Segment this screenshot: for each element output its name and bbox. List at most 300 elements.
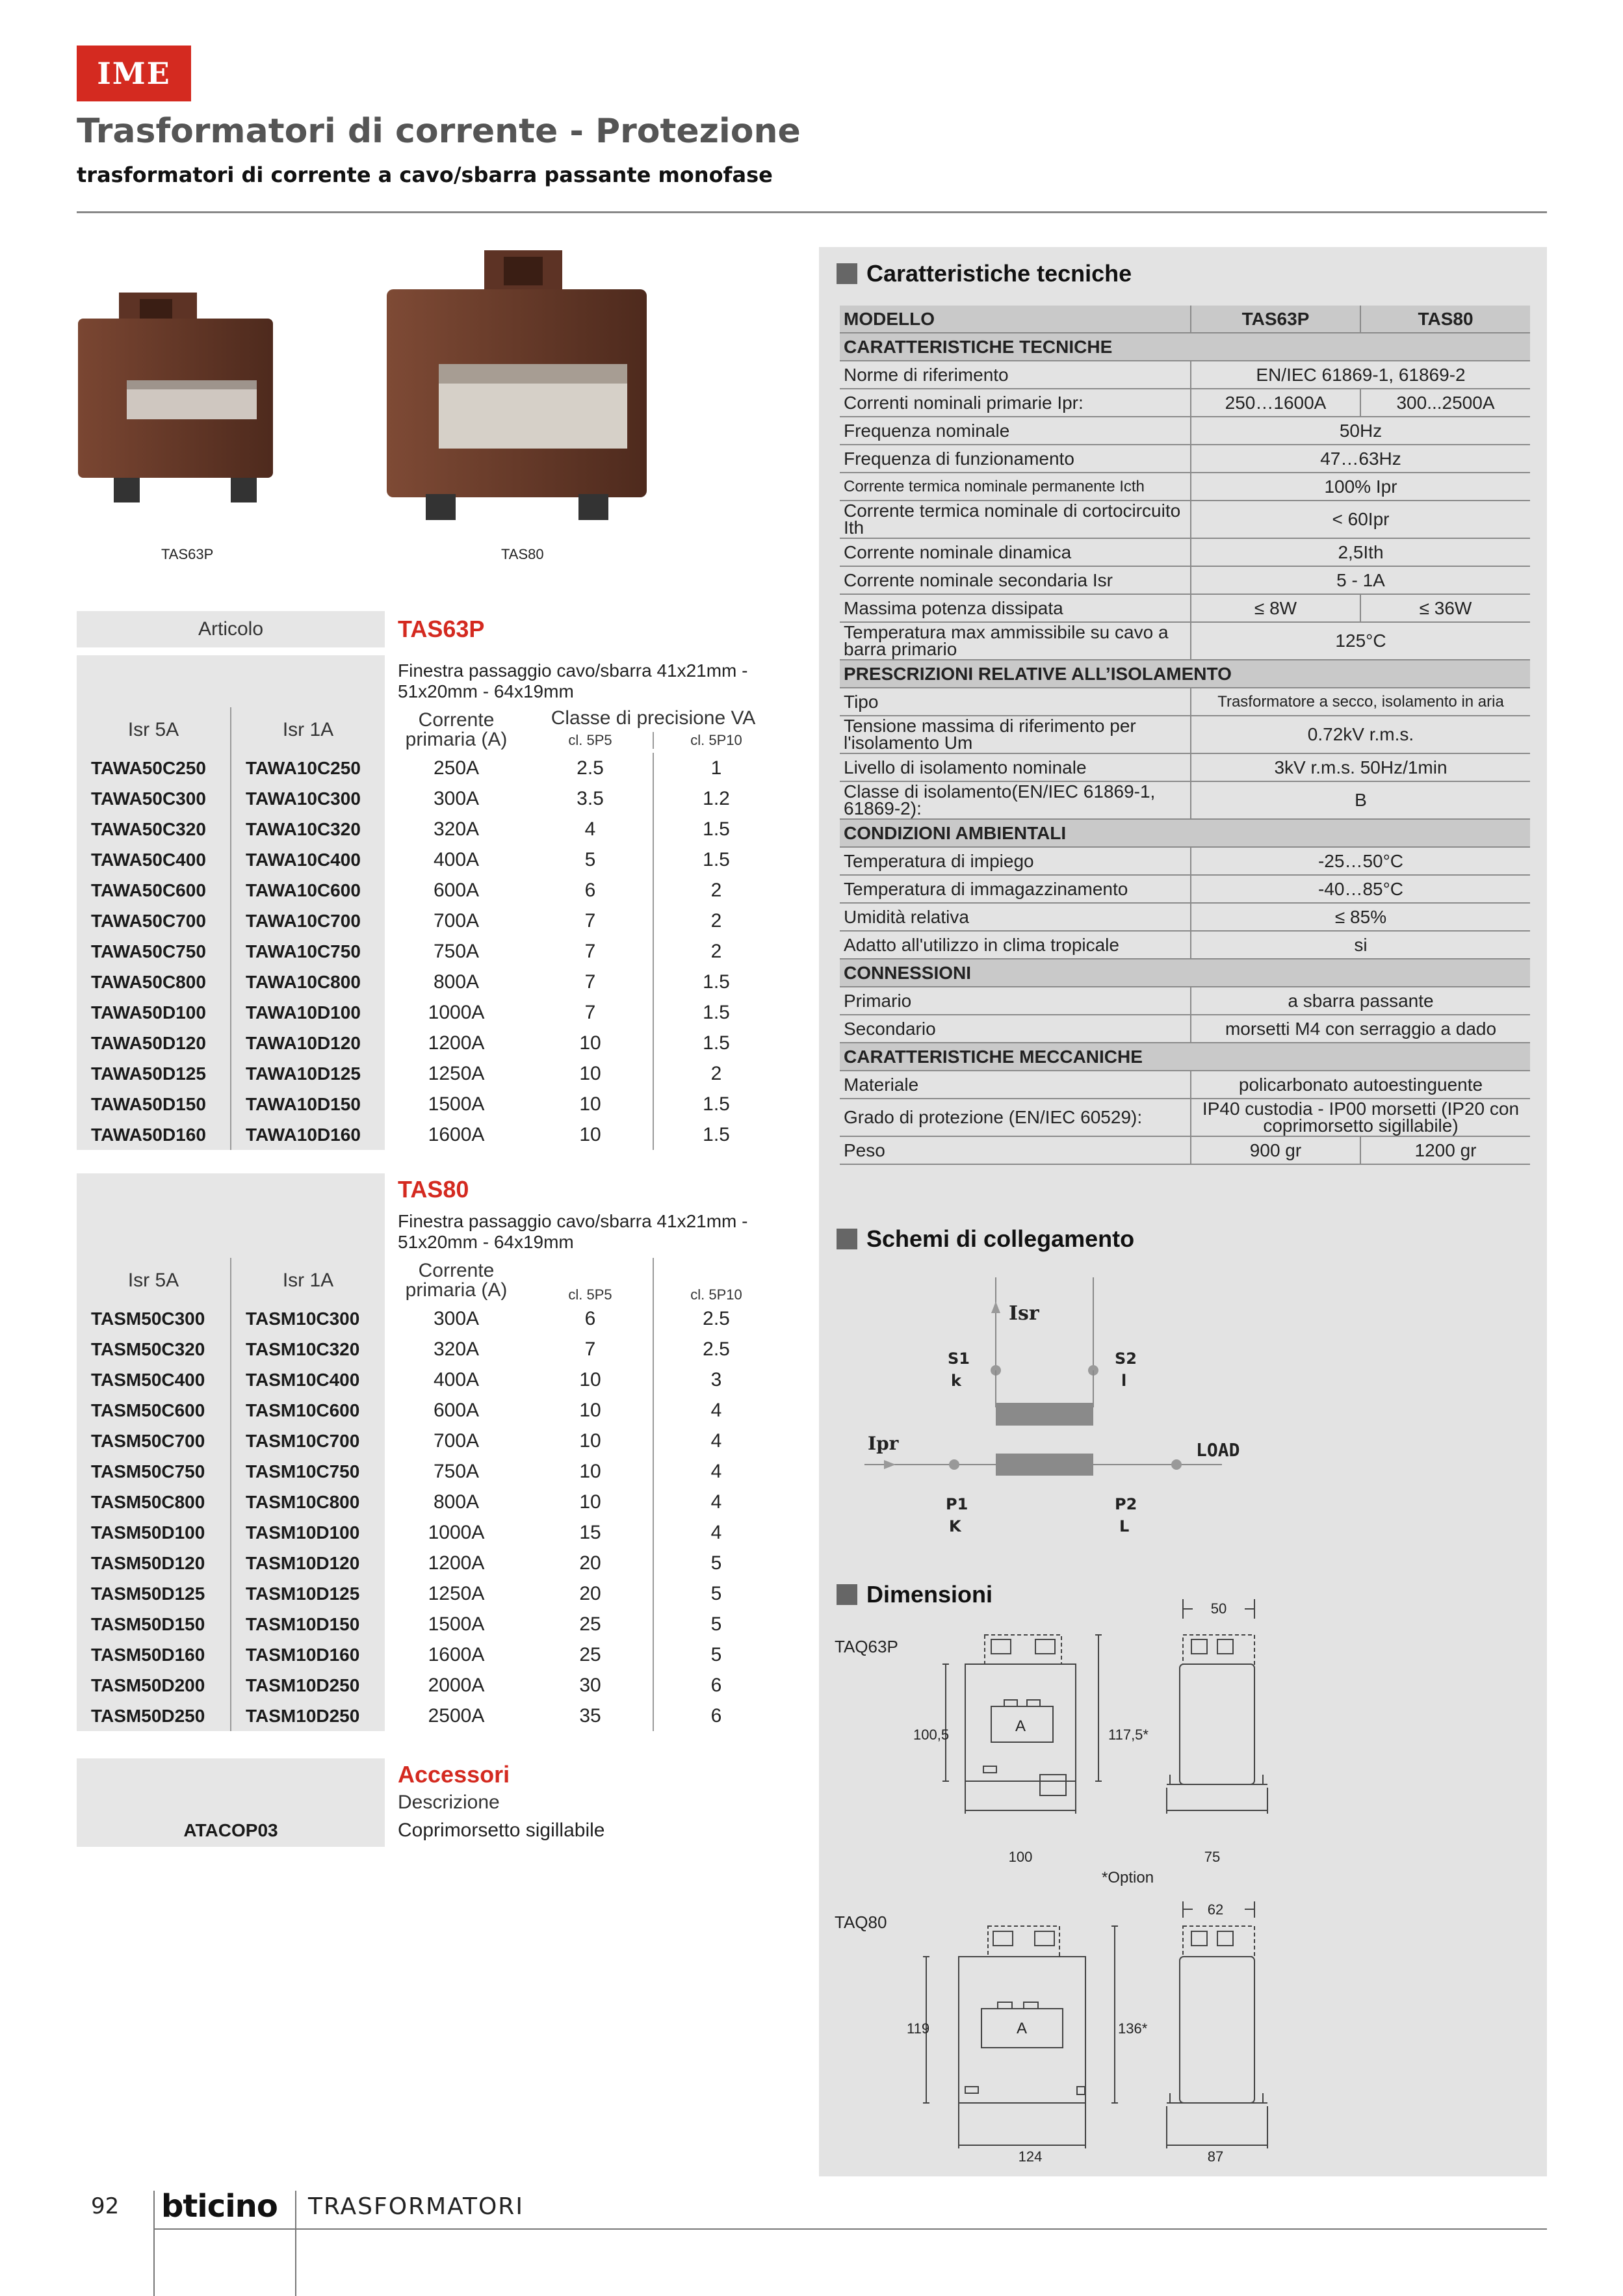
l-small-label: l bbox=[1121, 1372, 1127, 1390]
spec-label: Frequenza nominale bbox=[840, 417, 1191, 445]
code-isr5: TAWA50C700 bbox=[77, 906, 231, 936]
cl-5p5-value: 4 bbox=[584, 818, 596, 840]
code-isr5: TASM50D160 bbox=[77, 1639, 231, 1670]
spec-value: < 60Ipr bbox=[1191, 501, 1530, 538]
code-isr5: TASM50C750 bbox=[77, 1456, 231, 1487]
spec-row bbox=[840, 931, 1530, 959]
code-isr1: TASM10D120 bbox=[231, 1548, 385, 1578]
spec-value: -25…50°C bbox=[1191, 847, 1530, 875]
ipr-label: Ipr bbox=[868, 1433, 899, 1454]
code-isr5: TASM50C320 bbox=[77, 1334, 231, 1364]
cl-5p10-value: 2.5 bbox=[653, 1303, 779, 1334]
cl-5p5-value: 10 bbox=[579, 1062, 601, 1084]
table-row bbox=[77, 1609, 779, 1639]
spec-value: 100% Ipr bbox=[1191, 473, 1530, 501]
code-isr1: TAWA10D100 bbox=[231, 997, 385, 1028]
spec-section-label: CONNESSIONI bbox=[840, 959, 1530, 987]
bticino-logo: bticino bbox=[161, 2188, 278, 2224]
tas63p-window: Finestra passaggio cavo/sbarra 41x21mm - 51x20mm - 64x19mm bbox=[398, 660, 748, 701]
spec-value: 47…63Hz bbox=[1191, 445, 1530, 473]
cl-5p5-value: 10 bbox=[579, 1491, 601, 1513]
code-isr5: TAWA50C250 bbox=[77, 753, 231, 783]
spec-value: 50Hz bbox=[1191, 417, 1530, 445]
width-label: 124 bbox=[1018, 2148, 1043, 2165]
spec-label: Umidità relativa bbox=[840, 903, 1191, 931]
footer-rule bbox=[153, 2228, 1547, 2230]
spec-value-tas80: 1200 gr bbox=[1360, 1136, 1530, 1164]
spec-value: Trasformatore a secco, isolamento in aria bbox=[1191, 688, 1530, 716]
cl-5p5-value: 7 bbox=[584, 1001, 596, 1023]
col-isr5: Isr 5A bbox=[77, 1258, 231, 1303]
cl-5p5-value: 7 bbox=[584, 971, 596, 993]
spec-section-row bbox=[840, 819, 1530, 847]
cl-5p10-value: 1.5 bbox=[653, 997, 779, 1028]
spec-value: ≤ 85% bbox=[1191, 903, 1530, 931]
taq80-label: TAQ80 bbox=[835, 1912, 887, 1932]
corrente-value: 600A bbox=[433, 1399, 480, 1421]
corrente-value: 1600A bbox=[428, 1123, 485, 1145]
spec-label: Livello di isolamento nominale bbox=[840, 753, 1191, 781]
table-row bbox=[77, 1119, 779, 1150]
spec-value: 5 - 1A bbox=[1191, 566, 1530, 594]
taq63p-drawing bbox=[907, 1586, 1284, 1872]
code-isr1: TASM10C750 bbox=[231, 1456, 385, 1487]
table-row bbox=[77, 906, 779, 936]
spec-value: policarbonato autoestinguente bbox=[1191, 1071, 1530, 1099]
code-isr1: TASM10D100 bbox=[231, 1517, 385, 1548]
spec-row bbox=[840, 361, 1530, 389]
spec-label: Temperatura max ammissibile su cavo a barra primario bbox=[840, 622, 1191, 660]
code-isr1: TAWA10D150 bbox=[231, 1089, 385, 1119]
spec-value: EN/IEC 61869-1, 61869-2 bbox=[1191, 361, 1530, 389]
square-bullet-icon bbox=[837, 263, 857, 284]
cl-5p5-value: 7 bbox=[584, 1338, 596, 1360]
spec-label: Peso bbox=[840, 1136, 1191, 1164]
height-label: 100,5 bbox=[913, 1727, 950, 1743]
spec-value: 0.72kV r.m.s. bbox=[1191, 716, 1530, 753]
code-isr5: TAWA50C750 bbox=[77, 936, 231, 967]
corrente-value: 2000A bbox=[428, 1674, 485, 1696]
table-row bbox=[77, 1639, 779, 1670]
corrente-value: 600A bbox=[433, 879, 480, 901]
depth-top-label: 50 bbox=[1210, 1600, 1227, 1617]
depth-bottom-label: 75 bbox=[1204, 1849, 1221, 1865]
spec-row bbox=[840, 566, 1530, 594]
spec-row bbox=[840, 987, 1530, 1015]
cl-5p10-value: 1.5 bbox=[653, 844, 779, 875]
taq63p-label: TAQ63P bbox=[835, 1637, 898, 1656]
spec-label: Classe di isolamento(EN/IEC 61869-1, 61869-2): bbox=[840, 781, 1191, 819]
spec-section-row bbox=[840, 333, 1530, 361]
page-subtitle: trasformatori di corrente a cavo/sbarra passante monofase bbox=[77, 163, 773, 187]
spec-row bbox=[840, 389, 1530, 417]
code-isr5: TASM50D200 bbox=[77, 1670, 231, 1701]
table-row bbox=[77, 753, 779, 783]
spec-label: Corrente nominale dinamica bbox=[840, 538, 1191, 566]
code-isr5: TASM50D250 bbox=[77, 1701, 231, 1731]
spec-row bbox=[840, 501, 1530, 538]
cl-5p5-value: 10 bbox=[579, 1399, 601, 1421]
accessori-title: Accessori bbox=[398, 1761, 510, 1788]
col-isr5: Isr 5A bbox=[77, 707, 231, 753]
table-row bbox=[77, 1364, 779, 1395]
code-isr1: TAWA10C300 bbox=[231, 783, 385, 814]
code-isr5: TASM50D120 bbox=[77, 1548, 231, 1578]
cl-5p10-value: 2 bbox=[653, 1058, 779, 1089]
code-isr5: TAWA50D120 bbox=[77, 1028, 231, 1058]
code-isr5: TAWA50C400 bbox=[77, 844, 231, 875]
cl-5p5-value: 10 bbox=[579, 1368, 601, 1390]
table-row bbox=[77, 1456, 779, 1487]
table-row bbox=[77, 1487, 779, 1517]
cl-5p10-value: 1.5 bbox=[653, 1089, 779, 1119]
schemi-heading: Schemi di collegamento bbox=[837, 1225, 1134, 1253]
spec-label: Primario bbox=[840, 987, 1191, 1015]
cl-5p10-value: 1.5 bbox=[653, 967, 779, 997]
tas80-caption: TAS80 bbox=[501, 546, 544, 562]
footer-section: TRASFORMATORI bbox=[308, 2193, 524, 2220]
table-row bbox=[77, 844, 779, 875]
cl-5p10-value: 2 bbox=[653, 936, 779, 967]
table-row bbox=[77, 1426, 779, 1456]
spec-section-row bbox=[840, 959, 1530, 987]
code-isr5: TASM50D125 bbox=[77, 1578, 231, 1609]
cl-5p10-value: 4 bbox=[653, 1426, 779, 1456]
spec-row bbox=[840, 688, 1530, 716]
corrente-value: 320A bbox=[433, 818, 480, 840]
corrente-value: 2500A bbox=[428, 1704, 485, 1727]
corrente-value: 400A bbox=[433, 1368, 480, 1390]
cl-5p10-value: 2 bbox=[653, 906, 779, 936]
s1-label: S1 bbox=[948, 1350, 970, 1368]
col-isr1: Isr 1A bbox=[231, 707, 385, 753]
spec-value: a sbarra passante bbox=[1191, 987, 1530, 1015]
p1-label: P1 bbox=[946, 1495, 968, 1513]
page-number: 92 bbox=[91, 2193, 120, 2219]
code-isr1: TAWA10C800 bbox=[231, 967, 385, 997]
ime-logo: IME bbox=[77, 46, 191, 101]
code-isr5: TASM50C700 bbox=[77, 1426, 231, 1456]
table-row bbox=[77, 1058, 779, 1089]
spec-row bbox=[840, 875, 1530, 903]
tas63p-photo bbox=[75, 273, 276, 527]
table-row bbox=[77, 936, 779, 967]
table-row bbox=[77, 1578, 779, 1609]
code-isr1: TASM10C600 bbox=[231, 1395, 385, 1426]
spec-value-tas63p: 900 gr bbox=[1191, 1136, 1360, 1164]
specs-heading: Caratteristiche tecniche bbox=[837, 260, 1132, 287]
isr-arrow-icon bbox=[991, 1301, 1000, 1313]
table-row bbox=[77, 1701, 779, 1731]
code-isr1: TAWA10D120 bbox=[231, 1028, 385, 1058]
depth-bottom-label: 87 bbox=[1207, 2148, 1224, 2165]
cl-5p5-value: 25 bbox=[579, 1613, 601, 1635]
cl-5p10-value: 3 bbox=[653, 1364, 779, 1395]
spec-row bbox=[840, 1071, 1530, 1099]
col-5p10: cl. 5P10 bbox=[653, 732, 779, 749]
cl-5p10-value: 2 bbox=[653, 875, 779, 906]
code-isr1: TASM10D125 bbox=[231, 1578, 385, 1609]
spec-row bbox=[840, 847, 1530, 875]
spec-value: si bbox=[1191, 931, 1530, 959]
code-isr1: TASM10C700 bbox=[231, 1426, 385, 1456]
spec-value-tas80: 300...2500A bbox=[1360, 389, 1530, 417]
code-isr1: TASM10C800 bbox=[231, 1487, 385, 1517]
spec-label: Tipo bbox=[840, 688, 1191, 716]
spec-value-tas63p: 250…1600A bbox=[1191, 389, 1360, 417]
code-isr1: TAWA10C750 bbox=[231, 936, 385, 967]
cl-5p5-value: 10 bbox=[579, 1429, 601, 1452]
footer-divider bbox=[153, 2191, 155, 2296]
corrente-value: 1000A bbox=[428, 1521, 485, 1543]
corrente-value: 250A bbox=[433, 757, 480, 779]
spec-label: Temperatura di immagazzinamento bbox=[840, 875, 1191, 903]
corrente-value: 400A bbox=[433, 848, 480, 870]
spec-col-model: MODELLO bbox=[840, 306, 1191, 333]
spec-label: Temperatura di impiego bbox=[840, 847, 1191, 875]
corrente-value: 700A bbox=[433, 909, 480, 932]
cl-5p10-value: 1.5 bbox=[653, 1119, 779, 1150]
spec-value: B bbox=[1191, 781, 1530, 819]
code-isr1: TASM10C320 bbox=[231, 1334, 385, 1364]
cl-5p5-value: 25 bbox=[579, 1643, 601, 1665]
corrente-value: 800A bbox=[433, 1491, 480, 1513]
cl-5p5-value: 20 bbox=[579, 1552, 601, 1574]
window-a-label: A bbox=[1016, 2020, 1028, 2037]
accessori-section bbox=[77, 1758, 779, 1847]
spec-label: Secondario bbox=[840, 1015, 1191, 1043]
corrente-value: 750A bbox=[433, 1460, 480, 1482]
cl-5p5-value: 7 bbox=[584, 909, 596, 932]
accessori-code: ATACOP03 bbox=[77, 1814, 385, 1847]
footer-divider bbox=[295, 2191, 296, 2296]
cl-5p5-value: 7 bbox=[584, 940, 596, 962]
table-row bbox=[77, 1395, 779, 1426]
col-classe: Classe di precisione VA bbox=[551, 707, 756, 729]
corrente-value: 1200A bbox=[428, 1032, 485, 1054]
tas80-window: Finestra passaggio cavo/sbarra 41x21mm - 51x20mm - 64x19mm bbox=[398, 1211, 748, 1252]
code-isr1: TAWA10C320 bbox=[231, 814, 385, 844]
spec-label: Corrente termica nominale di cortocircuito Ith bbox=[840, 501, 1191, 538]
cl-5p10-value: 4 bbox=[653, 1395, 779, 1426]
cl-5p10-value: 5 bbox=[653, 1639, 779, 1670]
code-isr1: TAWA10C600 bbox=[231, 875, 385, 906]
code-isr1: TAWA10D125 bbox=[231, 1058, 385, 1089]
option-note: *Option bbox=[1102, 1869, 1154, 1886]
table-row bbox=[77, 1089, 779, 1119]
col-corrente: Corrente primaria (A) bbox=[405, 1260, 508, 1301]
spec-value: -40…85°C bbox=[1191, 875, 1530, 903]
code-isr5: TAWA50C600 bbox=[77, 875, 231, 906]
code-isr5: TASM50D150 bbox=[77, 1609, 231, 1639]
accessori-desc: Coprimorsetto sigillabile bbox=[398, 1820, 605, 1841]
isr-label: Isr bbox=[1009, 1302, 1039, 1325]
code-isr1: TAWA10D160 bbox=[231, 1119, 385, 1150]
spec-row bbox=[840, 473, 1530, 501]
cl-5p10-value: 1 bbox=[653, 753, 779, 783]
spec-row bbox=[840, 781, 1530, 819]
height-option-label: 136* bbox=[1118, 2020, 1148, 2037]
table-row bbox=[77, 814, 779, 844]
code-isr5: TASM50C400 bbox=[77, 1364, 231, 1395]
height-label: 119 bbox=[907, 2020, 930, 2037]
specs-table bbox=[840, 306, 1530, 1165]
corrente-value: 1500A bbox=[428, 1093, 485, 1115]
table-row bbox=[77, 1670, 779, 1701]
cl-5p5-value: 3.5 bbox=[577, 787, 604, 809]
table-row bbox=[77, 783, 779, 814]
table-row bbox=[77, 1303, 779, 1334]
spec-section-label: CARATTERISTICHE TECNICHE bbox=[840, 333, 1530, 361]
corrente-value: 700A bbox=[433, 1429, 480, 1452]
cl-5p10-value: 1.5 bbox=[653, 814, 779, 844]
corrente-value: 1250A bbox=[428, 1582, 485, 1604]
cl-5p5-value: 20 bbox=[579, 1582, 601, 1604]
cl-5p10-value: 1.5 bbox=[653, 1028, 779, 1058]
spec-row bbox=[840, 1136, 1530, 1164]
k-big-label: K bbox=[949, 1517, 961, 1535]
cl-5p10-value: 1.2 bbox=[653, 783, 779, 814]
cl-5p5-value: 6 bbox=[584, 879, 596, 901]
table-row bbox=[77, 1548, 779, 1578]
header-divider bbox=[77, 211, 1547, 213]
tas63p-caption: TAS63P bbox=[161, 546, 214, 562]
corrente-value: 1000A bbox=[428, 1001, 485, 1023]
l-big-label: L bbox=[1119, 1517, 1130, 1535]
table-row bbox=[77, 1028, 779, 1058]
tas63p-name: TAS63P bbox=[398, 616, 485, 642]
table-row bbox=[77, 967, 779, 997]
col-isr1: Isr 1A bbox=[231, 1258, 385, 1303]
spec-row bbox=[840, 903, 1530, 931]
wiring-diagram bbox=[858, 1268, 1280, 1547]
code-isr5: TAWA50C320 bbox=[77, 814, 231, 844]
width-label: 100 bbox=[1008, 1849, 1033, 1865]
ipr-arrow-icon bbox=[884, 1460, 896, 1469]
code-isr1: TASM10C400 bbox=[231, 1364, 385, 1395]
spec-section-row bbox=[840, 660, 1530, 688]
cl-5p10-value: 4 bbox=[653, 1456, 779, 1487]
spec-value: morsetti M4 con serraggio a dado bbox=[1191, 1015, 1530, 1043]
cl-5p10-value: 5 bbox=[653, 1609, 779, 1639]
spec-row bbox=[840, 753, 1530, 781]
spec-label: Adatto all'utilizzo in clima tropicale bbox=[840, 931, 1191, 959]
spec-row bbox=[840, 1015, 1530, 1043]
spec-label: Massima potenza dissipata bbox=[840, 594, 1191, 622]
code-isr5: TAWA50D100 bbox=[77, 997, 231, 1028]
spec-value-tas80: ≤ 36W bbox=[1360, 594, 1530, 622]
spec-label: Materiale bbox=[840, 1071, 1191, 1099]
cl-5p10-value: 5 bbox=[653, 1548, 779, 1578]
spec-label: Corrente termica nominale permanente Icth bbox=[840, 473, 1191, 501]
spec-section-label: PRESCRIZIONI RELATIVE ALL’ISOLAMENTO bbox=[840, 660, 1530, 688]
col-corrente: Corrente primaria (A) bbox=[405, 709, 508, 750]
cl-5p10-value: 4 bbox=[653, 1487, 779, 1517]
spec-label: Frequenza di funzionamento bbox=[840, 445, 1191, 473]
spec-row bbox=[840, 594, 1530, 622]
code-isr5: TASM50C800 bbox=[77, 1487, 231, 1517]
code-isr1: TAWA10C700 bbox=[231, 906, 385, 936]
corrente-value: 800A bbox=[433, 971, 480, 993]
cl-5p5-value: 30 bbox=[579, 1674, 601, 1696]
table-row bbox=[77, 1334, 779, 1364]
corrente-value: 1250A bbox=[428, 1062, 485, 1084]
spec-value: 3kV r.m.s. 50Hz/1min bbox=[1191, 753, 1530, 781]
spec-col-b: TAS80 bbox=[1360, 306, 1530, 333]
code-isr5: TAWA50C800 bbox=[77, 967, 231, 997]
square-bullet-icon bbox=[837, 1584, 857, 1605]
spec-section-label: CARATTERISTICHE MECCANICHE bbox=[840, 1043, 1530, 1071]
cl-5p5-value: 2.5 bbox=[577, 757, 604, 779]
spec-label: Norme di riferimento bbox=[840, 361, 1191, 389]
corrente-value: 750A bbox=[433, 940, 480, 962]
corrente-value: 1200A bbox=[428, 1552, 485, 1574]
code-isr1: TASM10D160 bbox=[231, 1639, 385, 1670]
tas80-photo bbox=[380, 250, 660, 530]
page-title: Trasformatori di corrente - Protezione bbox=[77, 112, 801, 151]
spec-row bbox=[840, 716, 1530, 753]
p2-label: P2 bbox=[1115, 1495, 1137, 1513]
code-isr5: TAWA50D150 bbox=[77, 1089, 231, 1119]
code-isr1: TAWA10C250 bbox=[231, 753, 385, 783]
window-a-label: A bbox=[1015, 1717, 1026, 1735]
col-5p10: cl. 5P10 bbox=[653, 1258, 779, 1303]
table-row bbox=[77, 1517, 779, 1548]
spec-label: Tensione massima di riferimento per l'isolamento Um bbox=[840, 716, 1191, 753]
code-isr1: TASM10C300 bbox=[231, 1303, 385, 1334]
spec-label: Corrente nominale secondaria Isr bbox=[840, 566, 1191, 594]
code-isr1: TASM10D250 bbox=[231, 1701, 385, 1731]
square-bullet-icon bbox=[837, 1229, 857, 1249]
spec-value: 125°C bbox=[1191, 622, 1530, 660]
spec-section-label: CONDIZIONI AMBIENTALI bbox=[840, 819, 1530, 847]
spec-value-tas63p: ≤ 8W bbox=[1191, 594, 1360, 622]
code-isr5: TASM50C600 bbox=[77, 1395, 231, 1426]
cl-5p10-value: 5 bbox=[653, 1578, 779, 1609]
spec-label: Correnti nominali primarie Ipr: bbox=[840, 389, 1191, 417]
code-isr1: TAWA10C400 bbox=[231, 844, 385, 875]
load-label: LOAD bbox=[1196, 1439, 1240, 1461]
spec-row bbox=[840, 538, 1530, 566]
cl-5p5-value: 5 bbox=[584, 848, 596, 870]
code-isr5: TASM50D100 bbox=[77, 1517, 231, 1548]
col-5p5: cl. 5P5 bbox=[568, 732, 612, 748]
tas63p-rows bbox=[77, 753, 779, 1150]
tas80-section bbox=[77, 1173, 779, 1731]
cl-5p10-value: 4 bbox=[653, 1517, 779, 1548]
spec-row bbox=[840, 417, 1530, 445]
k-small-label: k bbox=[951, 1372, 961, 1390]
depth-top-label: 62 bbox=[1207, 1901, 1224, 1918]
cl-5p5-value: 10 bbox=[579, 1460, 601, 1482]
col-5p5: cl. 5P5 bbox=[568, 1286, 612, 1303]
cl-5p5-value: 6 bbox=[584, 1307, 596, 1329]
spec-section-row bbox=[840, 1043, 1530, 1071]
spec-row bbox=[840, 622, 1530, 660]
cl-5p5-value: 35 bbox=[579, 1704, 601, 1727]
spec-value: IP40 custodia - IP00 morsetti (IP20 con coprimorsetto sigillabile) bbox=[1191, 1099, 1530, 1136]
spec-label: Grado di protezione (EN/IEC 60529): bbox=[840, 1099, 1191, 1136]
tas63p-section bbox=[77, 611, 779, 1150]
code-isr5: TAWA50D160 bbox=[77, 1119, 231, 1150]
tas80-name: TAS80 bbox=[398, 1176, 469, 1203]
cl-5p10-value: 6 bbox=[653, 1670, 779, 1701]
table-row bbox=[77, 875, 779, 906]
dimensioni-heading: Dimensioni bbox=[837, 1581, 993, 1608]
cl-5p10-value: 6 bbox=[653, 1701, 779, 1731]
corrente-value: 300A bbox=[433, 1307, 480, 1329]
cl-5p5-value: 15 bbox=[579, 1521, 601, 1543]
